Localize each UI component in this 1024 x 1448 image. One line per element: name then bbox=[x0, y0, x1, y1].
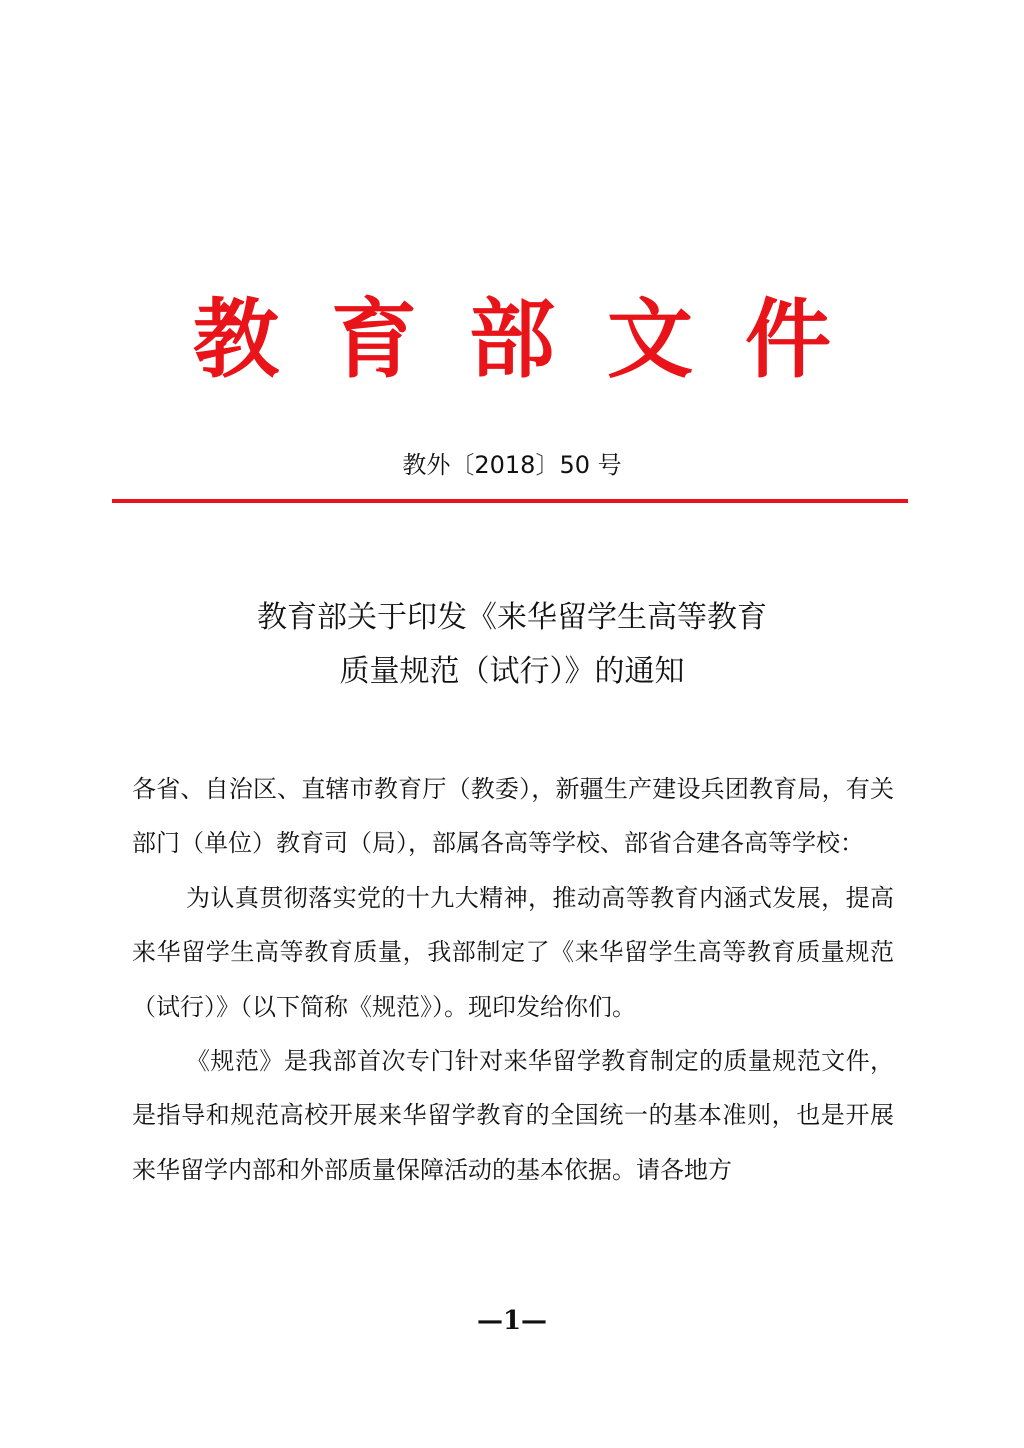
addressee-paragraph: 各省、自治区、直辖市教育厅（教委），新疆生产建设兵团教育局，有关部门（单位）教育司（局），部属各高等学校、部省合建各高等学校： bbox=[132, 775, 894, 858]
body-paragraph-2: 《规范》是我部首次专门针对来华留学教育制定的质量规范文件，是指导和规范高校开展来华留学教育的全国统一的基本准则，也是开展来华留学内部和外部质量保障活动的基本依据。请各地方 bbox=[132, 1047, 894, 1184]
body-paragraph-1: 为认真贯彻落实党的十九大精神，推动高等教育内涵式发展，提高来华留学生高等教育质量，我部制定了《来华留学生高等教育质量规范（试行）》（以下简称《规范》）。现印发给你们。 bbox=[132, 883, 894, 1021]
red-divider-line bbox=[112, 499, 908, 503]
page-number: —1— bbox=[476, 1306, 548, 1336]
notice-title-line-1: 教育部关于印发《来华留学生高等教育 bbox=[257, 600, 767, 635]
document-number: 教外〔2018〕50 号 bbox=[402, 451, 622, 479]
notice-body bbox=[132, 762, 894, 1197]
notice-title-line-2: 质量规范（试行）》的通知 bbox=[339, 654, 685, 689]
document-masthead: 教育部文件 bbox=[193, 289, 883, 390]
